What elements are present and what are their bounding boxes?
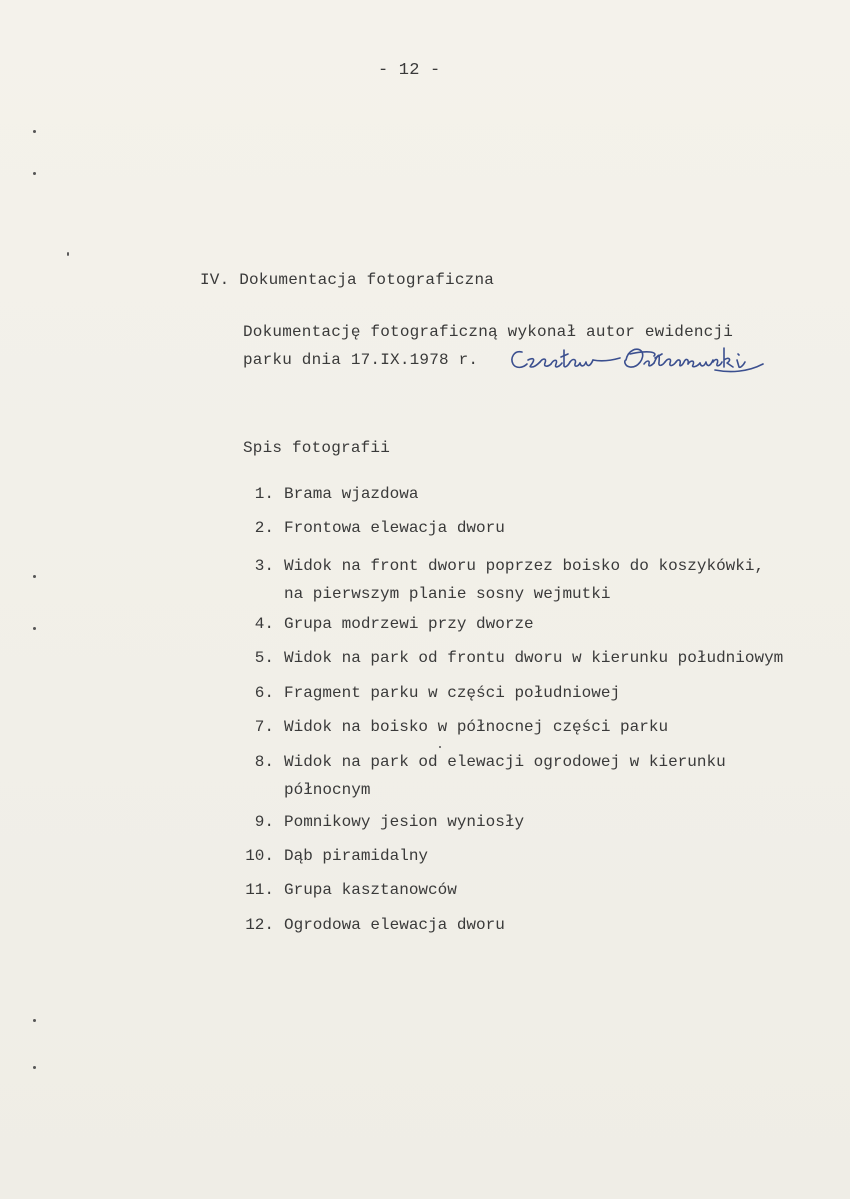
photo-list-item: Ogrodowa elewacja dworu — [284, 916, 505, 934]
photo-list-number: 8. — [254, 753, 274, 771]
photo-list-item-continuation: północnym — [284, 781, 371, 799]
photo-list-number: 9. — [254, 813, 274, 831]
scan-speck — [33, 172, 36, 175]
signature-drawing — [508, 340, 770, 380]
photo-list-item: Widok na front dworu poprzez boisko do koszykówki, — [284, 557, 765, 575]
handwritten-signature — [508, 340, 770, 380]
photo-list-number: 10. — [245, 847, 274, 865]
photo-list-number: 3. — [254, 557, 274, 575]
photo-list-number: 11. — [245, 881, 274, 899]
photo-list-number: 1. — [254, 485, 274, 503]
photo-list-number: 6. — [254, 684, 274, 702]
paragraph-line-2: parku dnia 17.IX.1978 r. — [243, 351, 479, 369]
scan-speck — [439, 746, 441, 748]
photo-list-item: Widok na boisko w północnej części parku — [284, 718, 669, 736]
scan-speck — [33, 575, 36, 578]
photo-list-number: 12. — [245, 916, 274, 934]
scan-speck — [33, 1019, 36, 1022]
page-number: - 12 - — [378, 61, 441, 80]
scan-speck — [33, 627, 36, 630]
scan-speck — [33, 130, 36, 133]
photo-list-title: Spis fotografii — [243, 439, 391, 457]
photo-list-item: Grupa modrzewi przy dworze — [284, 615, 534, 633]
photo-list-number: 7. — [254, 718, 274, 736]
paragraph-line-1: Dokumentację fotograficzną wykonał autor ewidencji — [243, 323, 734, 341]
scan-speck — [33, 1066, 36, 1069]
photo-list-item: Brama wjazdowa — [284, 485, 419, 503]
section-heading: IV. Dokumentacja fotograficzna — [200, 271, 495, 289]
photo-list-item-continuation: na pierwszym planie sosny wejmutki — [284, 585, 611, 603]
photo-list-item: Widok na park od elewacji ogrodowej w kierunku — [284, 753, 726, 771]
photo-list-item: Widok na park od frontu dworu w kierunku południowym — [284, 649, 784, 667]
photo-list-number: 5. — [254, 649, 274, 667]
photo-list-number: 2. — [254, 519, 274, 537]
photo-list-item: Frontowa elewacja dworu — [284, 519, 505, 537]
photo-list-item: Fragment parku w części południowej — [284, 684, 621, 702]
photo-list-item: Dąb piramidalny — [284, 847, 429, 865]
scan-speck — [67, 252, 69, 256]
photo-list-item: Pomnikowy jesion wyniosły — [284, 813, 525, 831]
photo-list-item: Grupa kasztanowców — [284, 881, 457, 899]
photo-list-number: 4. — [254, 615, 274, 633]
